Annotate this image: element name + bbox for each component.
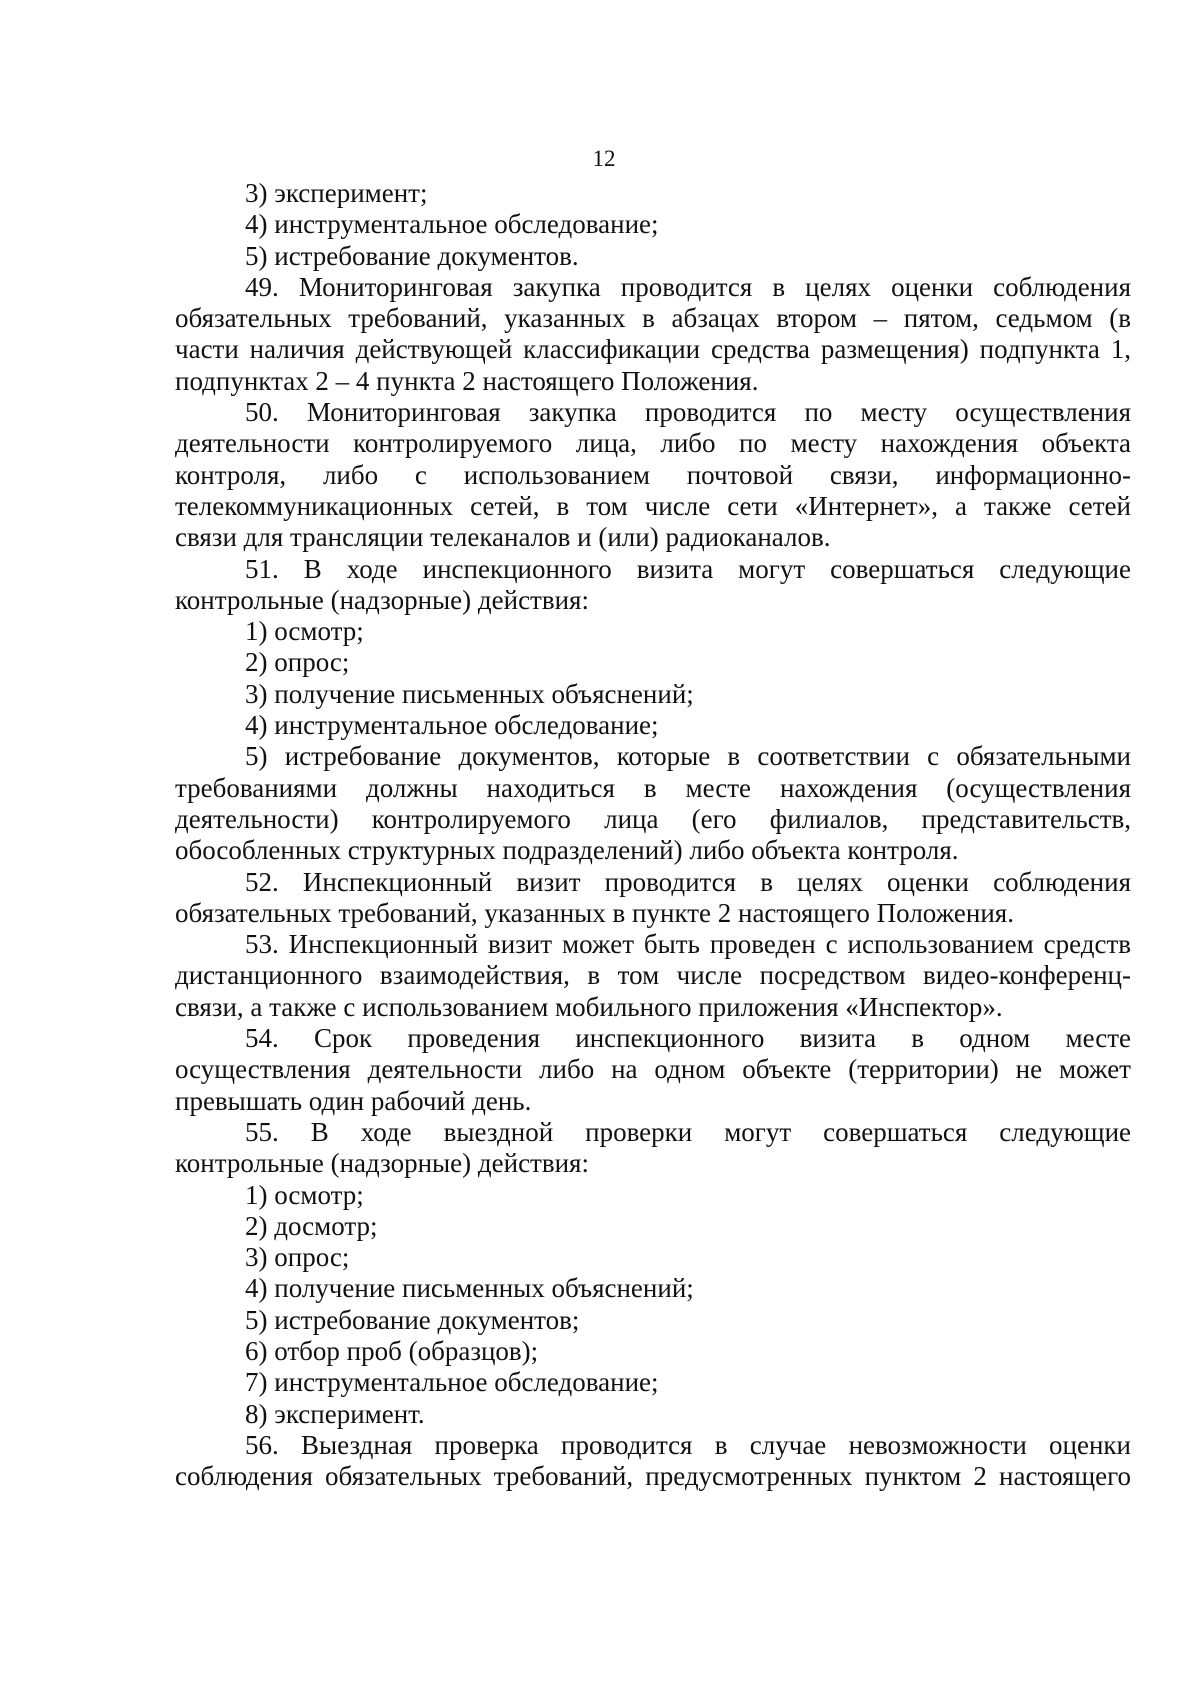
text-line: требованиями должны находиться в месте нахождения (осуществления: [175, 772, 1131, 803]
page-number: 12: [592, 146, 616, 171]
text-line: 4) инструментальное обследование;: [245, 710, 659, 741]
text-line: части наличия действующей классификации средства размещения) подпункта 1,: [175, 334, 1131, 365]
text-line: 1) осмотр;: [245, 1179, 364, 1210]
text-line: 6) отбор проб (образцов);: [245, 1335, 539, 1366]
text-line: соблюдения обязательных требований, предусмотренных пунктом 2 настоящего: [175, 1461, 1131, 1492]
text-line: обособленных структурных подразделений) либо объекта контроля.: [175, 835, 959, 866]
text-line: 56. Выездная проверка проводится в случае невозможности оценки: [245, 1429, 1131, 1460]
text-line: осуществления деятельности либо на одном объекте (территории) не может: [175, 1054, 1131, 1085]
text-line: превышать один рабочий день.: [175, 1085, 532, 1116]
text-line: связи, а также с использованием мобильного приложения «Инспектор».: [175, 991, 1003, 1022]
text-line: 49. Мониторинговая закупка проводится в целях оценки соблюдения: [245, 271, 1131, 302]
text-line: 8) эксперимент.: [245, 1398, 425, 1429]
text-line: 1) осмотр;: [245, 616, 364, 647]
text-line: 3) получение письменных объяснений;: [245, 678, 694, 709]
text-line: 52. Инспекционный визит проводится в целях оценки соблюдения: [245, 866, 1131, 897]
text-line: 54. Срок проведения инспекционного визита в одном месте: [245, 1023, 1131, 1054]
text-line: 4) инструментальное обследование;: [245, 209, 659, 240]
text-line: контроля, либо с использованием почтовой связи, информационно-: [175, 459, 1131, 490]
text-line: контрольные (надзорные) действия:: [175, 584, 589, 615]
text-line: 2) опрос;: [245, 647, 350, 678]
text-line: 50. Мониторинговая закупка проводится по месту осуществления: [245, 397, 1131, 428]
text-line: 3) эксперимент;: [245, 178, 428, 208]
document-body: [175, 178, 1131, 1492]
text-line: 4) получение письменных объяснений;: [245, 1273, 694, 1304]
text-line: 3) опрос;: [245, 1242, 350, 1273]
text-line: обязательных требований, указанных в пункте 2 настоящего Положения.: [175, 897, 1014, 928]
text-line: контрольные (надзорные) действия:: [175, 1148, 589, 1179]
text-line: 2) досмотр;: [245, 1210, 378, 1241]
text-line: 5) истребование документов.: [245, 240, 579, 271]
text-line: 7) инструментальное обследование;: [245, 1367, 659, 1398]
text-line: деятельности контролируемого лица, либо по месту нахождения объекта: [175, 428, 1131, 459]
text-line: 55. В ходе выездной проверки могут совершаться следующие: [245, 1116, 1131, 1147]
text-line: связи для трансляции телеканалов и (или) радиоканалов.: [175, 522, 831, 553]
text-line: 51. В ходе инспекционного визита могут совершаться следующие: [245, 553, 1131, 584]
text-line: подпунктах 2 – 4 пункта 2 настоящего Положения.: [175, 365, 759, 396]
text-line: 5) истребование документов;: [245, 1304, 580, 1335]
text-line: 5) истребование документов, которые в соответствии с обязательными: [245, 741, 1131, 772]
text-line: дистанционного взаимодействия, в том числе посредством видео-конференц-: [175, 960, 1131, 991]
text-line: обязательных требований, указанных в абзацах втором – пятом, седьмом (в: [175, 303, 1131, 334]
text-line: телекоммуникационных сетей, в том числе сети «Интернет», а также сетей: [175, 490, 1131, 521]
text-line: 53. Инспекционный визит может быть проведен с использованием средств: [245, 929, 1131, 960]
text-line: деятельности) контролируемого лица (его филиалов, представительств,: [175, 803, 1131, 834]
